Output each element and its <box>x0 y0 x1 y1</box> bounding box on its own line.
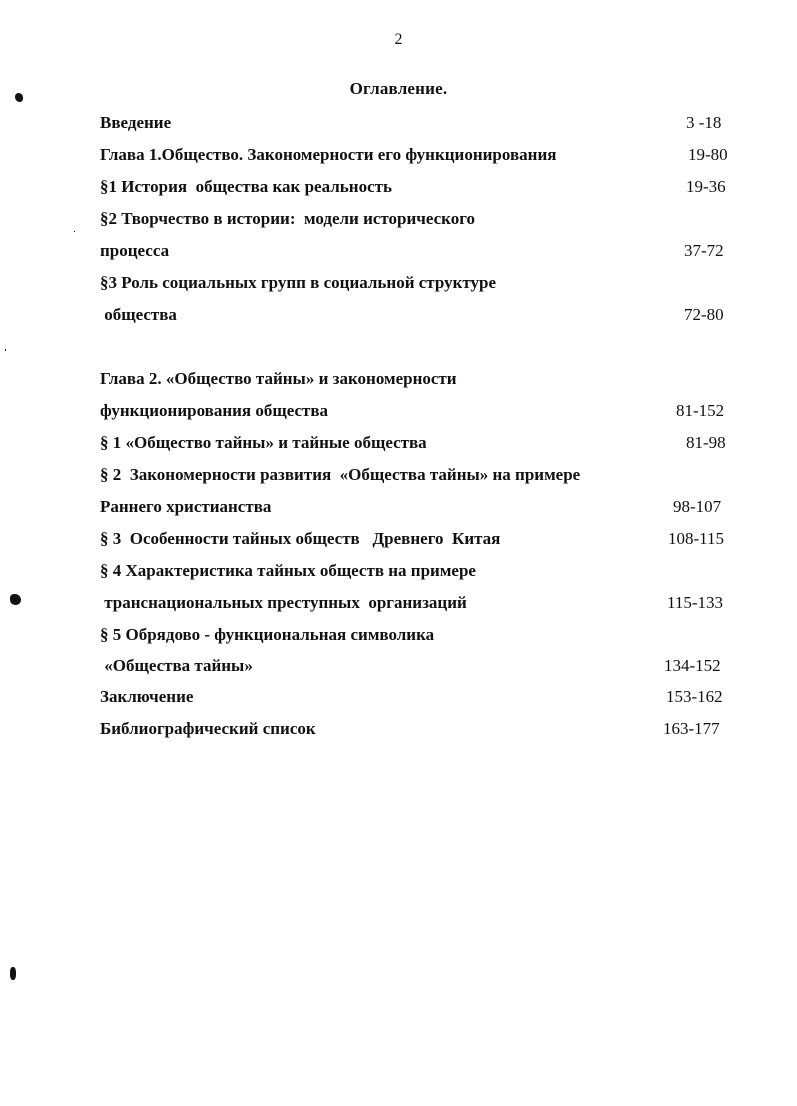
toc-entry-ch2-section-5 <box>0 625 797 649</box>
toc-entry-label: §2 Творчество в истории: модели исторического <box>100 209 476 228</box>
toc-entry-label: Глава 2. «Общество тайны» и закономерности <box>100 369 457 388</box>
toc-entry-label: Раннего христианства <box>100 497 272 516</box>
toc-entry-ch2-section-2 <box>0 465 797 489</box>
toc-entry-label: Глава 1.Общество. Закономерности его функционирования <box>100 145 557 164</box>
toc-entry-label: Заключение <box>100 687 194 706</box>
toc-entry-pages: 153-162 <box>666 687 723 706</box>
toc-entry-pages: 37-72 <box>684 241 724 260</box>
toc-entry-ch1-section-1 <box>0 177 797 201</box>
toc-entry-ch2-section-4 <box>0 561 797 585</box>
toc-entry-label: § 5 Обрядово - функциональная символика <box>100 625 435 644</box>
toc-entry-label: § 1 «Общество тайны» и тайные общества <box>100 433 427 452</box>
scan-mark-top <box>15 93 23 102</box>
toc-entry-pages: 81-98 <box>686 433 726 452</box>
toc-entry-conclusion <box>0 687 797 711</box>
toc-entry-label: §3 Роль социальных групп в социальной структуре <box>100 273 497 292</box>
toc-entry-label: § 4 Характеристика тайных обществ на примере <box>100 561 476 580</box>
toc-entry-pages: 3 -18 <box>686 113 722 132</box>
toc-entry-ch1-section-2 <box>0 209 797 233</box>
toc-entry-ch1-section-2-cont <box>0 241 797 265</box>
toc-entry-pages: 134-152 <box>664 656 721 675</box>
toc-entry-ch2-section-5-cont <box>0 656 797 680</box>
toc-entry-label: транснациональных преступных организаций <box>100 593 467 612</box>
toc-entry-ch2-section-2-cont <box>0 497 797 521</box>
toc-entry-label: Библиографический список <box>100 719 316 738</box>
toc-entry-label: § 3 Особенности тайных обществ Древнего Китая <box>100 529 501 548</box>
toc-entry-introduction <box>0 113 797 137</box>
scan-mark-bottom <box>10 967 16 980</box>
toc-entry-ch2-section-1 <box>0 433 797 457</box>
toc-entry-ch1-section-3-cont <box>0 305 797 329</box>
toc-entry-label: § 2 Закономерности развития «Общества тайны» на примере <box>100 465 581 484</box>
toc-entry-pages: 19-80 <box>688 145 728 164</box>
toc-entry-label: общества <box>100 305 177 324</box>
toc-entry-chapter-2 <box>0 369 797 393</box>
toc-entry-bibliography <box>0 719 797 743</box>
toc-entry-ch2-section-3 <box>0 529 797 553</box>
toc-entry-pages: 98-107 <box>673 497 722 516</box>
toc-entry-pages: 108-115 <box>668 529 725 548</box>
toc-entry-ch2-section-4-cont <box>0 593 797 617</box>
scan-dot <box>74 231 75 232</box>
toc-entry-label: «Общества тайны» <box>100 656 253 675</box>
toc-entry-pages: 19-36 <box>686 177 726 196</box>
toc-title: Оглавление. <box>349 79 448 98</box>
toc-entry-chapter-2-cont <box>0 401 797 425</box>
toc-entry-chapter-1 <box>0 145 797 169</box>
toc-entry-pages: 72-80 <box>684 305 724 324</box>
toc-entry-label: процесса <box>100 241 170 260</box>
toc-entry-label: §1 История общества как реальность <box>100 177 392 196</box>
page-number: 2 <box>394 31 403 48</box>
toc-entry-pages: 81-152 <box>676 401 725 420</box>
scan-dot <box>5 349 6 351</box>
toc-entry-ch1-section-3 <box>0 273 797 297</box>
scan-mark-middle <box>10 594 21 605</box>
toc-entry-label: Введение <box>100 113 172 132</box>
toc-entry-pages: 115-133 <box>667 593 724 612</box>
toc-entry-label: функционирования общества <box>100 401 329 420</box>
toc-entry-pages: 163-177 <box>663 719 720 738</box>
